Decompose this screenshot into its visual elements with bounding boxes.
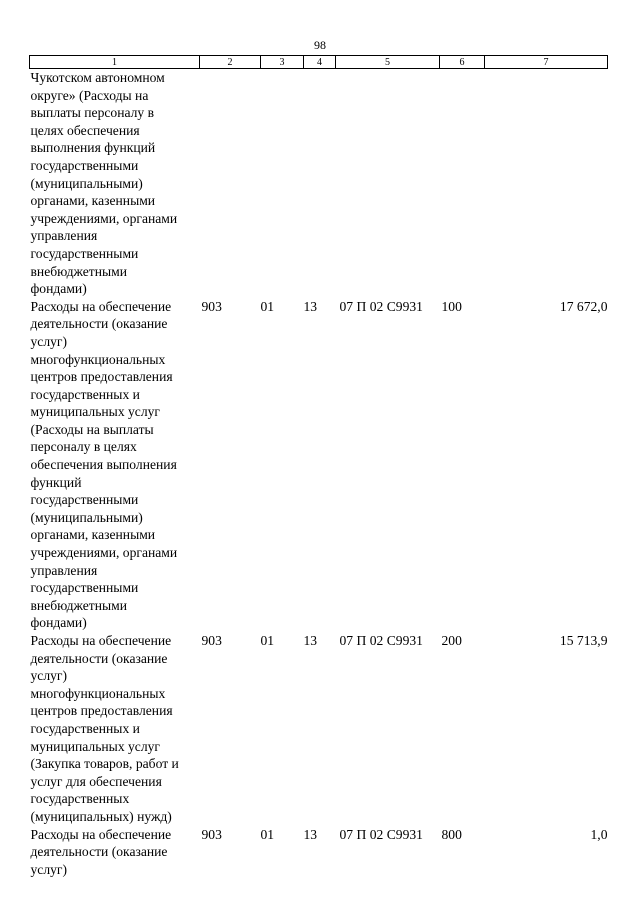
description-line: многофункциональных bbox=[30, 685, 166, 701]
description-line: (муниципальными) bbox=[30, 175, 143, 191]
section-code: 01 bbox=[260, 298, 275, 314]
description-line: муниципальных услуг bbox=[30, 738, 160, 754]
description-line: государственных и bbox=[30, 386, 140, 402]
table-row bbox=[30, 826, 608, 879]
amount bbox=[485, 69, 608, 298]
description-line: многофункциональных bbox=[30, 351, 166, 367]
row-description bbox=[30, 632, 200, 826]
section-code: 01 bbox=[260, 633, 275, 648]
column-header-4: 4 bbox=[304, 56, 336, 69]
description-line: услуг) bbox=[30, 333, 68, 349]
admin-code: 903 bbox=[201, 298, 222, 314]
description-line: Расходы на обеспечение bbox=[30, 298, 172, 314]
description-line: центров предоставления bbox=[30, 703, 173, 719]
subsection-code: 13 bbox=[303, 826, 318, 842]
description-line: управления bbox=[30, 562, 98, 578]
target-code bbox=[336, 69, 440, 298]
page-number: 98 bbox=[314, 38, 326, 52]
expense-type-code: 800 bbox=[441, 826, 462, 842]
description-line: персоналу в целях bbox=[30, 439, 137, 455]
description-line: услуг) bbox=[30, 668, 68, 684]
target-code: 07 П 02 С9931 bbox=[339, 826, 423, 842]
description-line: услуг) bbox=[30, 861, 68, 877]
column-number-row bbox=[30, 56, 608, 69]
row-description bbox=[30, 69, 200, 298]
column-header-6: 6 bbox=[440, 56, 485, 69]
admin-code bbox=[200, 69, 261, 298]
target-code: 07 П 02 С9931 bbox=[339, 633, 423, 648]
description-line: целях обеспечения bbox=[30, 122, 140, 138]
description-line: Расходы на обеспечение bbox=[30, 633, 172, 648]
expense-type-code bbox=[440, 69, 485, 298]
column-header-1: 1 bbox=[30, 56, 200, 69]
description-line: деятельности (оказание bbox=[30, 650, 168, 666]
column-header-2: 2 bbox=[200, 56, 261, 69]
description-line: центров предоставления bbox=[30, 369, 173, 385]
column-header-3: 3 bbox=[261, 56, 304, 69]
target-code: 07 П 02 С9931 bbox=[339, 298, 423, 314]
description-line: деятельности (оказание bbox=[30, 316, 168, 332]
description-line: государственных и bbox=[30, 720, 140, 736]
section-code: 01 bbox=[260, 826, 275, 842]
description-line: фондами) bbox=[30, 615, 87, 631]
description-line: управления bbox=[30, 228, 98, 244]
description-line: внебюджетными bbox=[30, 263, 127, 279]
budget-table bbox=[29, 55, 608, 878]
description-line: Расходы на обеспечение bbox=[30, 826, 172, 842]
amount: 15 713,9 bbox=[559, 633, 608, 648]
description-line: фондами) bbox=[30, 281, 87, 297]
description-line: учреждениями, органами bbox=[30, 210, 178, 226]
subsection-code: 13 bbox=[303, 298, 318, 314]
column-header-5: 5 bbox=[336, 56, 440, 69]
table-row bbox=[30, 298, 608, 632]
expense-type-code: 100 bbox=[441, 298, 462, 314]
description-line: органами, казенными bbox=[30, 193, 156, 209]
description-line: учреждениями, органами bbox=[30, 545, 178, 561]
description-line: государственными bbox=[30, 157, 139, 173]
description-line: выполнения функций bbox=[30, 140, 156, 156]
description-line: муниципальных услуг bbox=[30, 404, 160, 420]
description-line: (муниципальными) bbox=[30, 509, 143, 525]
amount: 17 672,0 bbox=[559, 298, 608, 314]
description-line: государственными bbox=[30, 580, 139, 596]
description-line: (Закупка товаров, работ и bbox=[30, 756, 179, 772]
description-line: (муниципальных) нужд) bbox=[30, 808, 172, 824]
subsection-code: 13 bbox=[303, 633, 318, 648]
table-row bbox=[30, 69, 608, 298]
description-line: (Расходы на выплаты bbox=[30, 421, 154, 437]
description-line: государственными bbox=[30, 492, 139, 508]
description-line: обеспечения выполнения bbox=[30, 457, 177, 473]
admin-code: 903 bbox=[201, 826, 222, 842]
description-line: выплаты персоналу в bbox=[30, 105, 155, 121]
description-line: услуг для обеспечения bbox=[30, 773, 162, 789]
description-line: округе» (Расходы на bbox=[30, 87, 149, 103]
description-line: органами, казенными bbox=[30, 527, 156, 543]
description-line: государственными bbox=[30, 245, 139, 261]
description-line: государственных bbox=[30, 791, 130, 807]
description-line: Чукотском автономном bbox=[30, 70, 165, 85]
table-row bbox=[30, 632, 608, 826]
row-description bbox=[30, 298, 200, 632]
row-description bbox=[30, 826, 200, 879]
description-line: внебюджетными bbox=[30, 597, 127, 613]
section-code bbox=[261, 69, 304, 298]
admin-code: 903 bbox=[201, 633, 222, 648]
subsection-code bbox=[304, 69, 336, 298]
amount: 1,0 bbox=[590, 826, 608, 842]
column-header-7: 7 bbox=[485, 56, 608, 69]
expense-type-code: 200 bbox=[441, 633, 462, 648]
description-line: деятельности (оказание bbox=[30, 844, 168, 860]
description-line: функций bbox=[30, 474, 82, 490]
